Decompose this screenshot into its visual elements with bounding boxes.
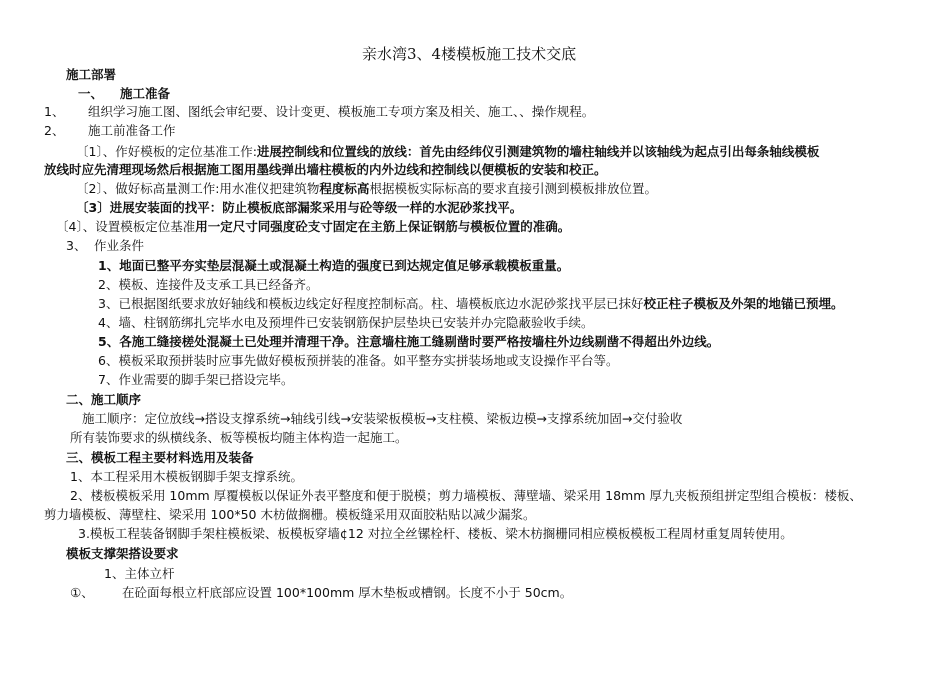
doc-title: 亲水湾3、4楼模板施工技术交底	[362, 45, 577, 63]
sequence-note: 所有装饰要求的纵横线条、板等模板均随主体构造一起施工。	[70, 430, 408, 445]
sequence-text: 施工顺序：定位放线→搭设支撑系统→轴线引线→安装梁板模板→支柱模、梁板边模→支撑系统加固→交付验收	[82, 411, 683, 426]
section-1-title: 施工准备	[120, 86, 171, 101]
requirement-2-number: ①、	[70, 585, 94, 600]
condition-7: 7、作业需要的脚手架已搭设完毕。	[98, 372, 294, 387]
condition-3-prefix: 3、已根据图纸要求放好轴线和模板边线定好程度控制标高。柱、墙模板底边水泥砂浆找平层已抹好	[98, 296, 644, 311]
section-2-title: 二、施工顺序	[66, 392, 142, 407]
requirement-1: 1、主体立杆	[104, 566, 175, 581]
material-2-line-1: 2、楼板模板采用 10mm 厚覆模板以保证外表平整度和便于脱模；剪力墙模板、薄壁墙、梁采用 18mm 厚九夹板预组拼定型组合模板：楼板、	[70, 488, 862, 503]
condition-3-bold: 校正柱子模板及外架的地锚已预埋。	[643, 296, 844, 311]
item-1-line-1	[76, 143, 819, 161]
item-2-bold: 程度标高	[319, 181, 370, 196]
material-2-line-2: 剪力墙模板、薄壁柱、梁采用 100*50 木枋做搁栅。模板缝采用双面胶粘贴以减少漏浆。	[44, 507, 536, 522]
condition-2: 2、模板、连接件及支承工具已经备齐。	[98, 277, 319, 292]
material-1: 1、本工程采用木模板钢脚手架支撑系统。	[70, 469, 303, 484]
para-1-text: 组织学习施工图、图纸会审纪要、设计变更、模板施工专项方案及相关、施工、、操作规程。	[88, 104, 595, 119]
item-4-prefix: 〔4〕、设置模板定位基准	[56, 219, 196, 234]
item-1-prefix: 〔1〕、作好模板的定位基准工作:	[76, 144, 257, 159]
item-2-rest: 根据模板实际标高的要求直接引测到模板排放位置。	[369, 181, 657, 196]
heading-deploy: 施工部署	[66, 67, 117, 82]
section-1-number: 一、	[78, 86, 104, 101]
condition-5: 5、各施工缝接槎处混凝土已处理并清理干净。注意墙柱施工缝剔凿时要严格按墙柱外边线剔凿不得超出外边线。	[98, 334, 720, 349]
condition-4: 4、墙、柱钢筋绑扎完毕水电及预埋件已安装钢筋保护层垫块已安装并办完隐蔽验收手续。	[98, 315, 594, 330]
item-4-bold: 用一定尺寸同强度砼支寸固定在主筋上保证钢筋与模板位置的准确。	[195, 219, 571, 234]
para-1-number: 1、	[44, 104, 65, 119]
para-2-number: 2、	[44, 123, 65, 138]
item-2	[76, 180, 657, 198]
condition-6: 6、模板采取预拼装时应事先做好模板预拼装的准备。如平整夯实拼装场地或支设操作平台等。	[98, 353, 619, 368]
item-4	[56, 218, 570, 236]
item-2-prefix: 〔2〕、做好标高量测工作:用水准仪把建筑物	[76, 181, 320, 196]
item-1-line-2: 放线时应先清理现场然后根据施工图用墨线弹出墙柱模板的内外边线和控制线以便模板的安装和校正。	[44, 162, 607, 177]
item-1-bold-a: 进展控制线和位置线的放线：首先由经纬仪引测建筑物的墙柱轴线并以该轴线为起点引出每条轴线模板	[256, 144, 820, 159]
condition-3	[98, 295, 843, 313]
material-3: 3.模板工程装备钢脚手架柱模板梁、板模板穿墙¢12 对拉全丝镙栓杆、楼板、梁木枋搁栅同相应模板模板工程周材重复周转使用。	[78, 526, 793, 541]
section-3-title: 三、模板工程主要材料选用及装备	[66, 450, 254, 465]
item-3: 〔3〕进展安装面的找平：防止模板底部漏浆采用与砼等级一样的水泥砂浆找平。	[76, 200, 523, 215]
condition-1: 1、地面已整平夯实垫层混凝土或混凝土构造的强度已到达规定值足够承载模板重量。	[98, 258, 570, 273]
para-3-text: 作业条件	[94, 238, 145, 253]
requirement-2-text: 在砼面每根立杆底部应设置 100*100mm 厚木垫板或槽钢。长度不小于 50cm。	[122, 585, 573, 600]
para-3-number: 3、	[66, 238, 87, 253]
section-4-title: 模板支撑架搭设要求	[66, 546, 179, 561]
para-2-text: 施工前准备工作	[88, 123, 176, 138]
